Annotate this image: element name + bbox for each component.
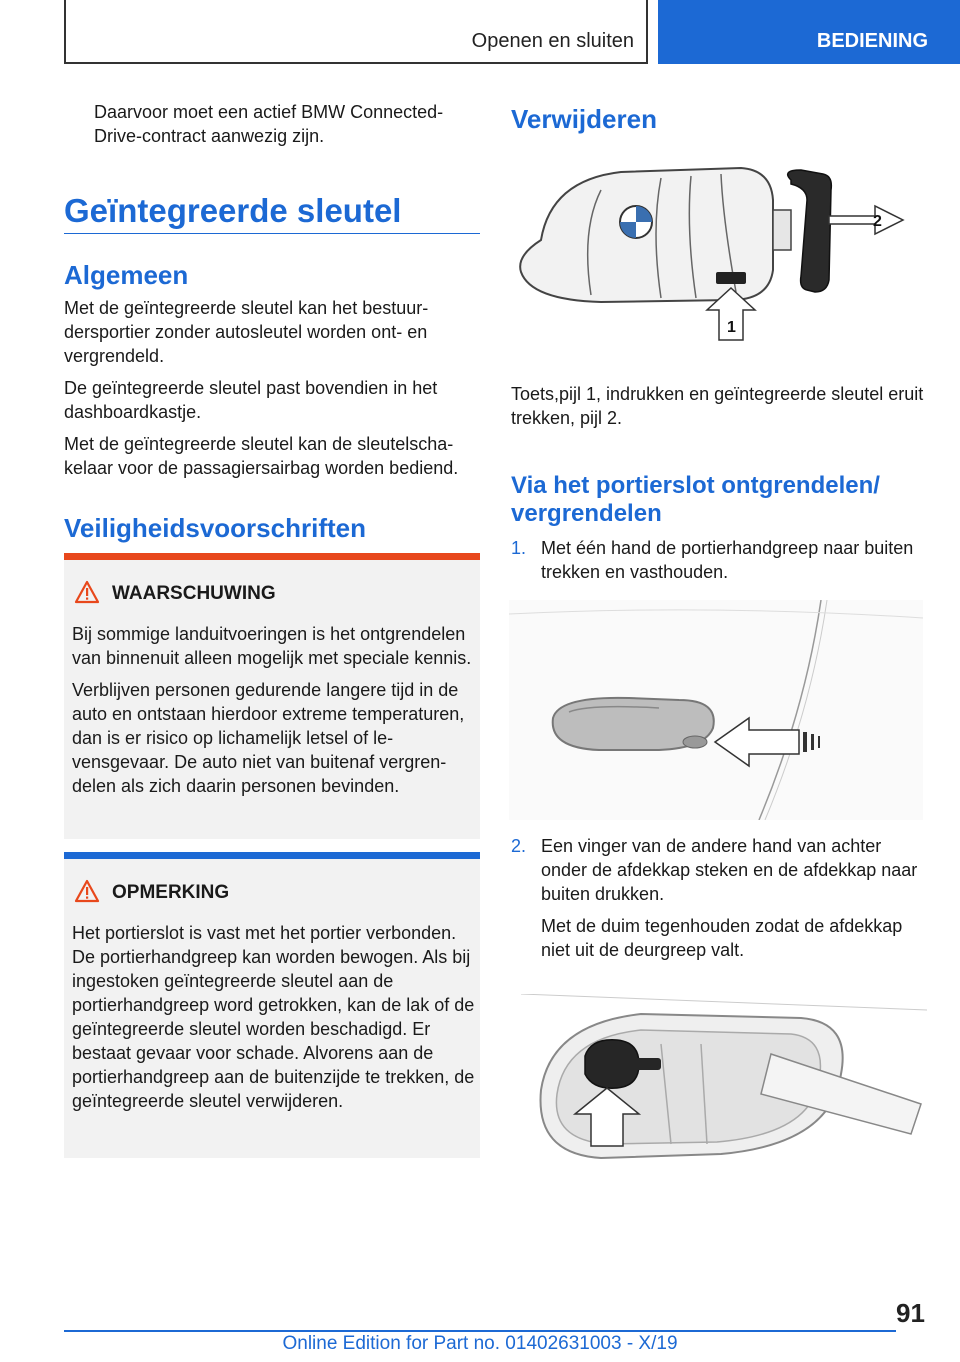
header-section-box — [64, 0, 648, 64]
section-title: Openen en sluiten — [471, 30, 634, 52]
note-paragraph: Het portierslot is vast met het portier verbonden. De portierhandgreep kan worden bewogen. Als bij ingestoken geïntegreerde sleutel aan de portierhandgreep word getrokken, kan de lak of de geïntegreerde sleutel worden beschadigd. Er bestaat gevaar voor schade. Alvorens aan de portierhandgreep aan de buitenzijde te trekken, de geïntegreerde sleutel verwijderen. — [72, 923, 475, 1111]
footer-divider — [64, 1330, 896, 1332]
algemeen-body — [64, 296, 480, 480]
arrow-right-icon — [829, 206, 903, 234]
page-number: 91 — [896, 1298, 925, 1328]
note-title: OPMERKING — [112, 882, 230, 903]
handle-cover-figure — [521, 994, 927, 1170]
step-paragraph: Een vinger van de andere hand van achter onder de afdekkap steken en de afdekkap naar buiten drukken. — [541, 836, 918, 904]
warning-body — [72, 622, 476, 806]
warning-title: WAARSCHUWING — [112, 583, 276, 604]
step-text — [541, 834, 931, 970]
remove-heading: Verwijderen — [511, 104, 657, 134]
footer-edition: Online Edition for Part no. 01402631003 - X/19 — [282, 1333, 678, 1354]
page-heading: Geïntegreerde sleutel — [64, 191, 480, 234]
algemeen-paragraph: Met de geïntegreerde sleutel kan het bestuurdersportier zonder autosleutel worden ont- en vergrendeld. — [64, 298, 429, 366]
note-box — [64, 852, 480, 1158]
algemeen-heading: Algemeen — [64, 260, 189, 290]
chapter-tab[interactable] — [658, 0, 960, 64]
intro-text: Daarvoor moet een actief BMW ConnectedDrive-contract aanwezig zijn. — [94, 102, 444, 146]
warning-paragraph: Bij sommige landuitvoeringen is het ontgrendelen van binnenuit alleen mogelijk met speciale kennis. — [72, 624, 472, 668]
warning-paragraph: Verblijven personen gedurende langere tijd in de auto en ontstaan hierdoor extreme temperaturen, dan is er risico op lichamelijk letsel of levensgevaar. De auto niet van buitenaf vergrendelen als zich daarin personen bevinden. — [72, 680, 465, 796]
algemeen-paragraph: Met de geïntegreerde sleutel kan de sleutelschakelaar voor de passagiersairbag worden bediend. — [64, 434, 459, 478]
figure-label-2: 2 — [873, 213, 882, 230]
remove-caption: Toets,pijl 1, indrukken en geïntegreerde sleutel eruit trekken, pijl 2. — [511, 384, 924, 428]
step-number: 2. — [511, 836, 527, 856]
figure-label-1: 1 — [727, 319, 736, 336]
step-number: 1. — [511, 538, 527, 558]
step-text — [541, 536, 931, 592]
door-handle-figure — [509, 600, 923, 820]
step-paragraph: Met de duim tegenhouden zodat de afdekkap niet uit de deurgreep valt. — [541, 916, 903, 960]
note-body — [72, 921, 476, 1121]
step-paragraph: Met één hand de portierhandgreep naar buiten trekken en vasthouden. — [541, 538, 914, 582]
warning-triangle-icon — [74, 879, 100, 903]
warning-triangle-icon — [74, 580, 100, 604]
key-fob-figure — [511, 160, 927, 360]
warning-box — [64, 553, 480, 839]
algemeen-paragraph: De geïntegreerde sleutel past bovendien in het dashboardkastje. — [64, 378, 438, 422]
safety-heading: Veiligheidsvoorschriften — [64, 513, 366, 543]
chapter-label: BEDIENING — [816, 30, 928, 52]
lock-heading: Via het portierslot ontgrendelen/ vergrendelen — [511, 472, 880, 527]
